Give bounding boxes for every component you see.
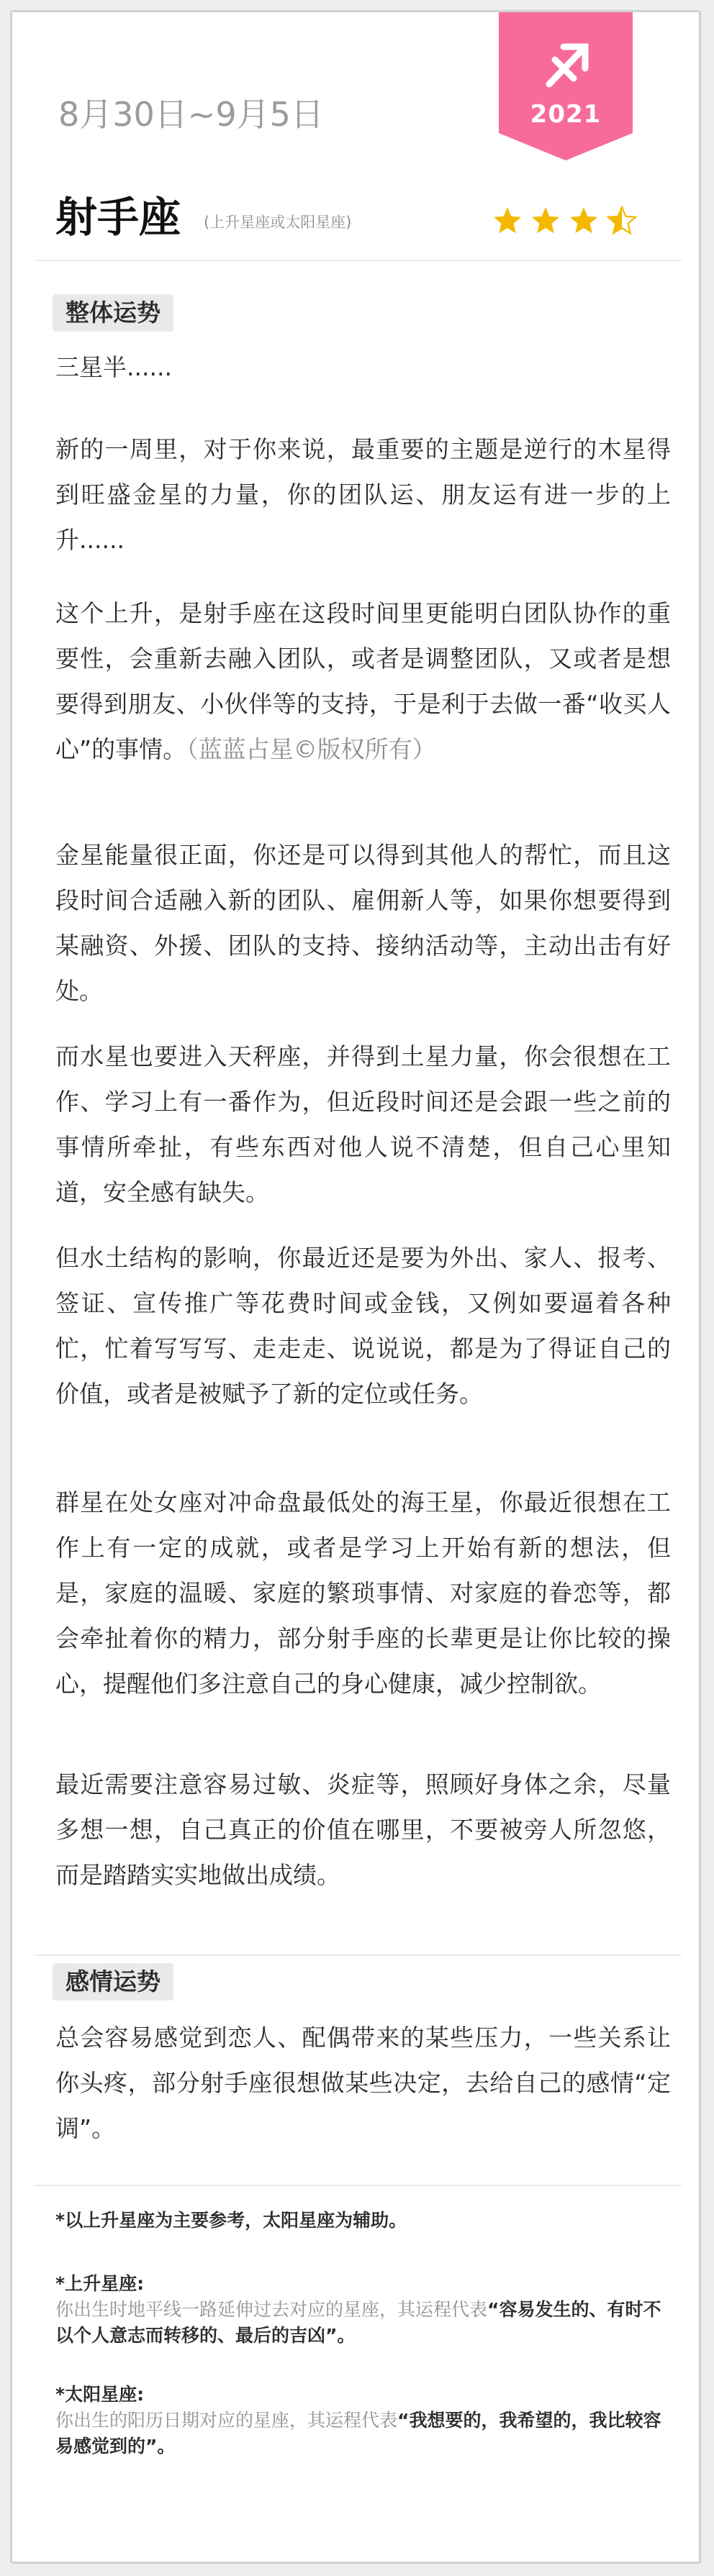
rising-title: *上升星座: xyxy=(55,2273,145,2294)
copyright-note: （蓝蓝占星©版权所有） xyxy=(186,735,436,763)
overall-paragraph: 群星在处女座对冲命盘最低处的海王星，你最近很想在工作上有一定的成就，或者是学习上开始有新的想法，但是，家庭的温暖、家庭的繁琐事情、对家庭的眷恋等，都会牵扯着你的精力，部分射手座的长辈更是让你比较的操心，提醒他们多注意自己的身心健康，减少控制欲。 xyxy=(55,1488,671,1698)
star-full-icon xyxy=(532,207,559,233)
overall-paragraph: 三星半...... xyxy=(55,353,172,381)
sign-title: 射手座 xyxy=(55,193,181,242)
header-divider xyxy=(34,260,682,261)
sagittarius-badge-icon xyxy=(499,12,633,160)
overall-paragraph: 金星能量很正面，你还是可以得到其他人的帮忙，而且这段时间合适融入新的团队、雇佣新人等，如果你想要得到某融资、外援、团队的支持、接纳活动等，主动出击有好处。 xyxy=(55,841,671,1005)
rising-quote: “容易发生的、有时不以个人意志而转移的、最后的吉凶”。 xyxy=(55,2299,661,2346)
sun-title: *太阳星座: xyxy=(55,2384,145,2405)
star-half-icon xyxy=(608,207,636,233)
overall-paragraph: 而水星也要进入天秤座，并得到土星力量，你会很想在工作、学习上有一番作为，但近段时间还是会跟一些之前的事情所牵扯，有些东西对他人说不清楚，但自己心里知道，安全感有缺失。 xyxy=(55,1042,671,1206)
footer-note: *以上升星座为主要参考，太阳星座为辅助。 xyxy=(55,2210,407,2231)
rising-description: 你出生时地平线一路延伸过去对应的星座，其运程代表“容易发生的、有时不以个人意志而转移的、最后的吉凶”。 xyxy=(55,2299,661,2346)
star-full-icon xyxy=(494,207,521,233)
horoscope-card xyxy=(10,10,701,2564)
year-ribbon xyxy=(499,12,633,160)
star-full-icon xyxy=(570,207,597,233)
section-tag-overall: 整体运势 xyxy=(53,294,173,332)
sun-description: 你出生的阳历日期对应的星座，其运程代表“我想要的，我希望的，我比较容易感觉到的”。 xyxy=(55,2410,661,2457)
overall-paragraph: 但水土结构的影响，你最近还是要为外出、家人、报考、签证、宣传推广等花费时间或金钱，又例如要逼着各种忙，忙着写写写、走走走、说说说，都是为了得证自己的价值，或者是被赋予了新的定位或任务。 xyxy=(55,1244,671,1408)
rating-stars xyxy=(492,204,643,237)
sun-quote: “我想要的，我希望的，我比较容易感觉到的”。 xyxy=(55,2410,661,2457)
overall-paragraph: 这个上升，是射手座在这段时间里更能明白团队协作的重要性，会重新去融入团队，或者是调整团队，又或者是想要得到朋友、小伙伴等的支持，于是利于去做一番“收买人心”的事情。（蓝蓝占星©版权所有） xyxy=(55,599,671,763)
section-divider xyxy=(34,1954,682,1956)
section-tag-love: 感情运势 xyxy=(53,1963,173,2001)
overall-paragraph: 最近需要注意容易过敏、炎症等，照顾好身体之余，尽量多想一想，自己真正的价值在哪里，不要被旁人所忽悠，而是踏踏实实地做出成绩。 xyxy=(55,1770,671,1889)
overall-paragraph: 新的一周里，对于你来说，最重要的主题是逆行的木星得到旺盛金星的力量，你的团队运、朋友运有进一步的上升...... xyxy=(55,435,671,554)
year-label: 2021 xyxy=(530,100,602,129)
date-range: 8月30日~9月5日 xyxy=(58,95,324,134)
footer-divider xyxy=(34,2185,682,2186)
love-paragraph: 总会容易感觉到恋人、配偶带来的某些压力，一些关系让你头疼，部分射手座很想做某些决定，去给自己的感情“定调”。 xyxy=(55,2024,671,2142)
sign-note: (上升星座或太阳星座) xyxy=(204,214,352,231)
